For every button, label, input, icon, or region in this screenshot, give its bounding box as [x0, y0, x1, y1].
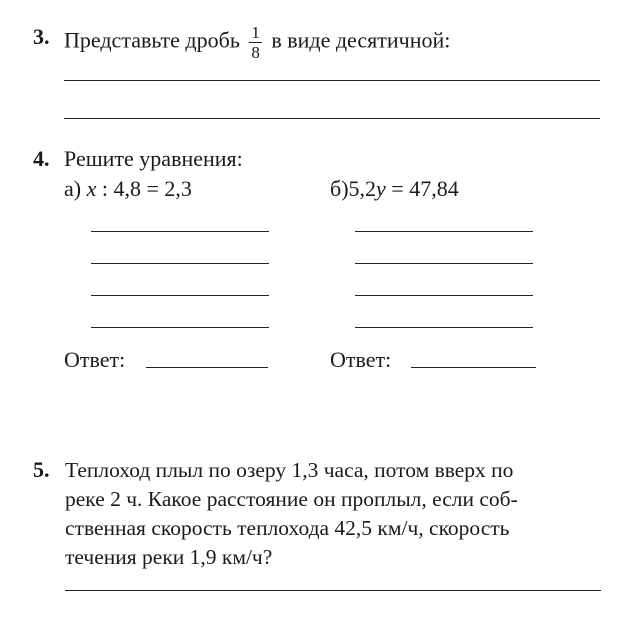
equation-b-variable: y: [376, 176, 386, 201]
equation-a-rest: : 4,8 = 2,3: [101, 176, 192, 201]
task4-number: 4.: [33, 146, 50, 171]
task5-line-4: течения реки 1,9 км/ч?: [65, 545, 273, 569]
task3-number: 3.: [33, 24, 50, 49]
task3-answer-line-1[interactable]: [64, 80, 600, 81]
task3-answer-line-2[interactable]: [64, 118, 600, 119]
work-line-a-3[interactable]: [91, 295, 269, 296]
work-line-b-3[interactable]: [355, 295, 533, 296]
answer-a-label: Ответ:: [64, 347, 126, 372]
task5-line-1: Теплоход плыл по озеру 1,3 часа, потом вверх по: [65, 458, 514, 482]
answer-a-line[interactable]: [146, 367, 268, 368]
work-line-a-4[interactable]: [91, 327, 269, 328]
work-line-b-4[interactable]: [355, 327, 533, 328]
task5-number: 5.: [33, 457, 50, 482]
equation-b-rest: = 47,84: [391, 176, 459, 201]
fraction-numerator: 1: [251, 23, 260, 42]
equation-a-label: а): [64, 176, 82, 201]
work-line-b-1[interactable]: [355, 231, 533, 232]
task3-text-after: в виде десятичной:: [271, 27, 451, 53]
work-line-a-2[interactable]: [91, 263, 269, 264]
fraction-denominator: 8: [251, 43, 260, 62]
task5-answer-line[interactable]: [65, 590, 601, 591]
fraction: [249, 24, 262, 61]
answer-b-label: Ответ:: [330, 347, 392, 372]
task5-line-2: реке 2 ч. Какое расстояние он проплыл, если соб-: [65, 487, 518, 511]
answer-b-line[interactable]: [411, 367, 536, 368]
equation-b: [330, 176, 459, 202]
equation-a: [64, 176, 192, 202]
equation-b-label: б): [330, 176, 349, 201]
work-line-b-2[interactable]: [355, 263, 533, 264]
task5-line-3: ственная скорость теплохода 42,5 км/ч, скорость: [65, 516, 510, 540]
equation-a-variable: x: [86, 176, 97, 201]
task4-title: Решите уравнения:: [64, 146, 243, 171]
task3-statement: [64, 24, 450, 61]
equation-b-coefficient: 5,2: [348, 176, 377, 201]
task3-text-before: Представьте дробь: [64, 27, 240, 53]
task5-text: [65, 456, 601, 572]
work-line-a-1[interactable]: [91, 231, 269, 232]
